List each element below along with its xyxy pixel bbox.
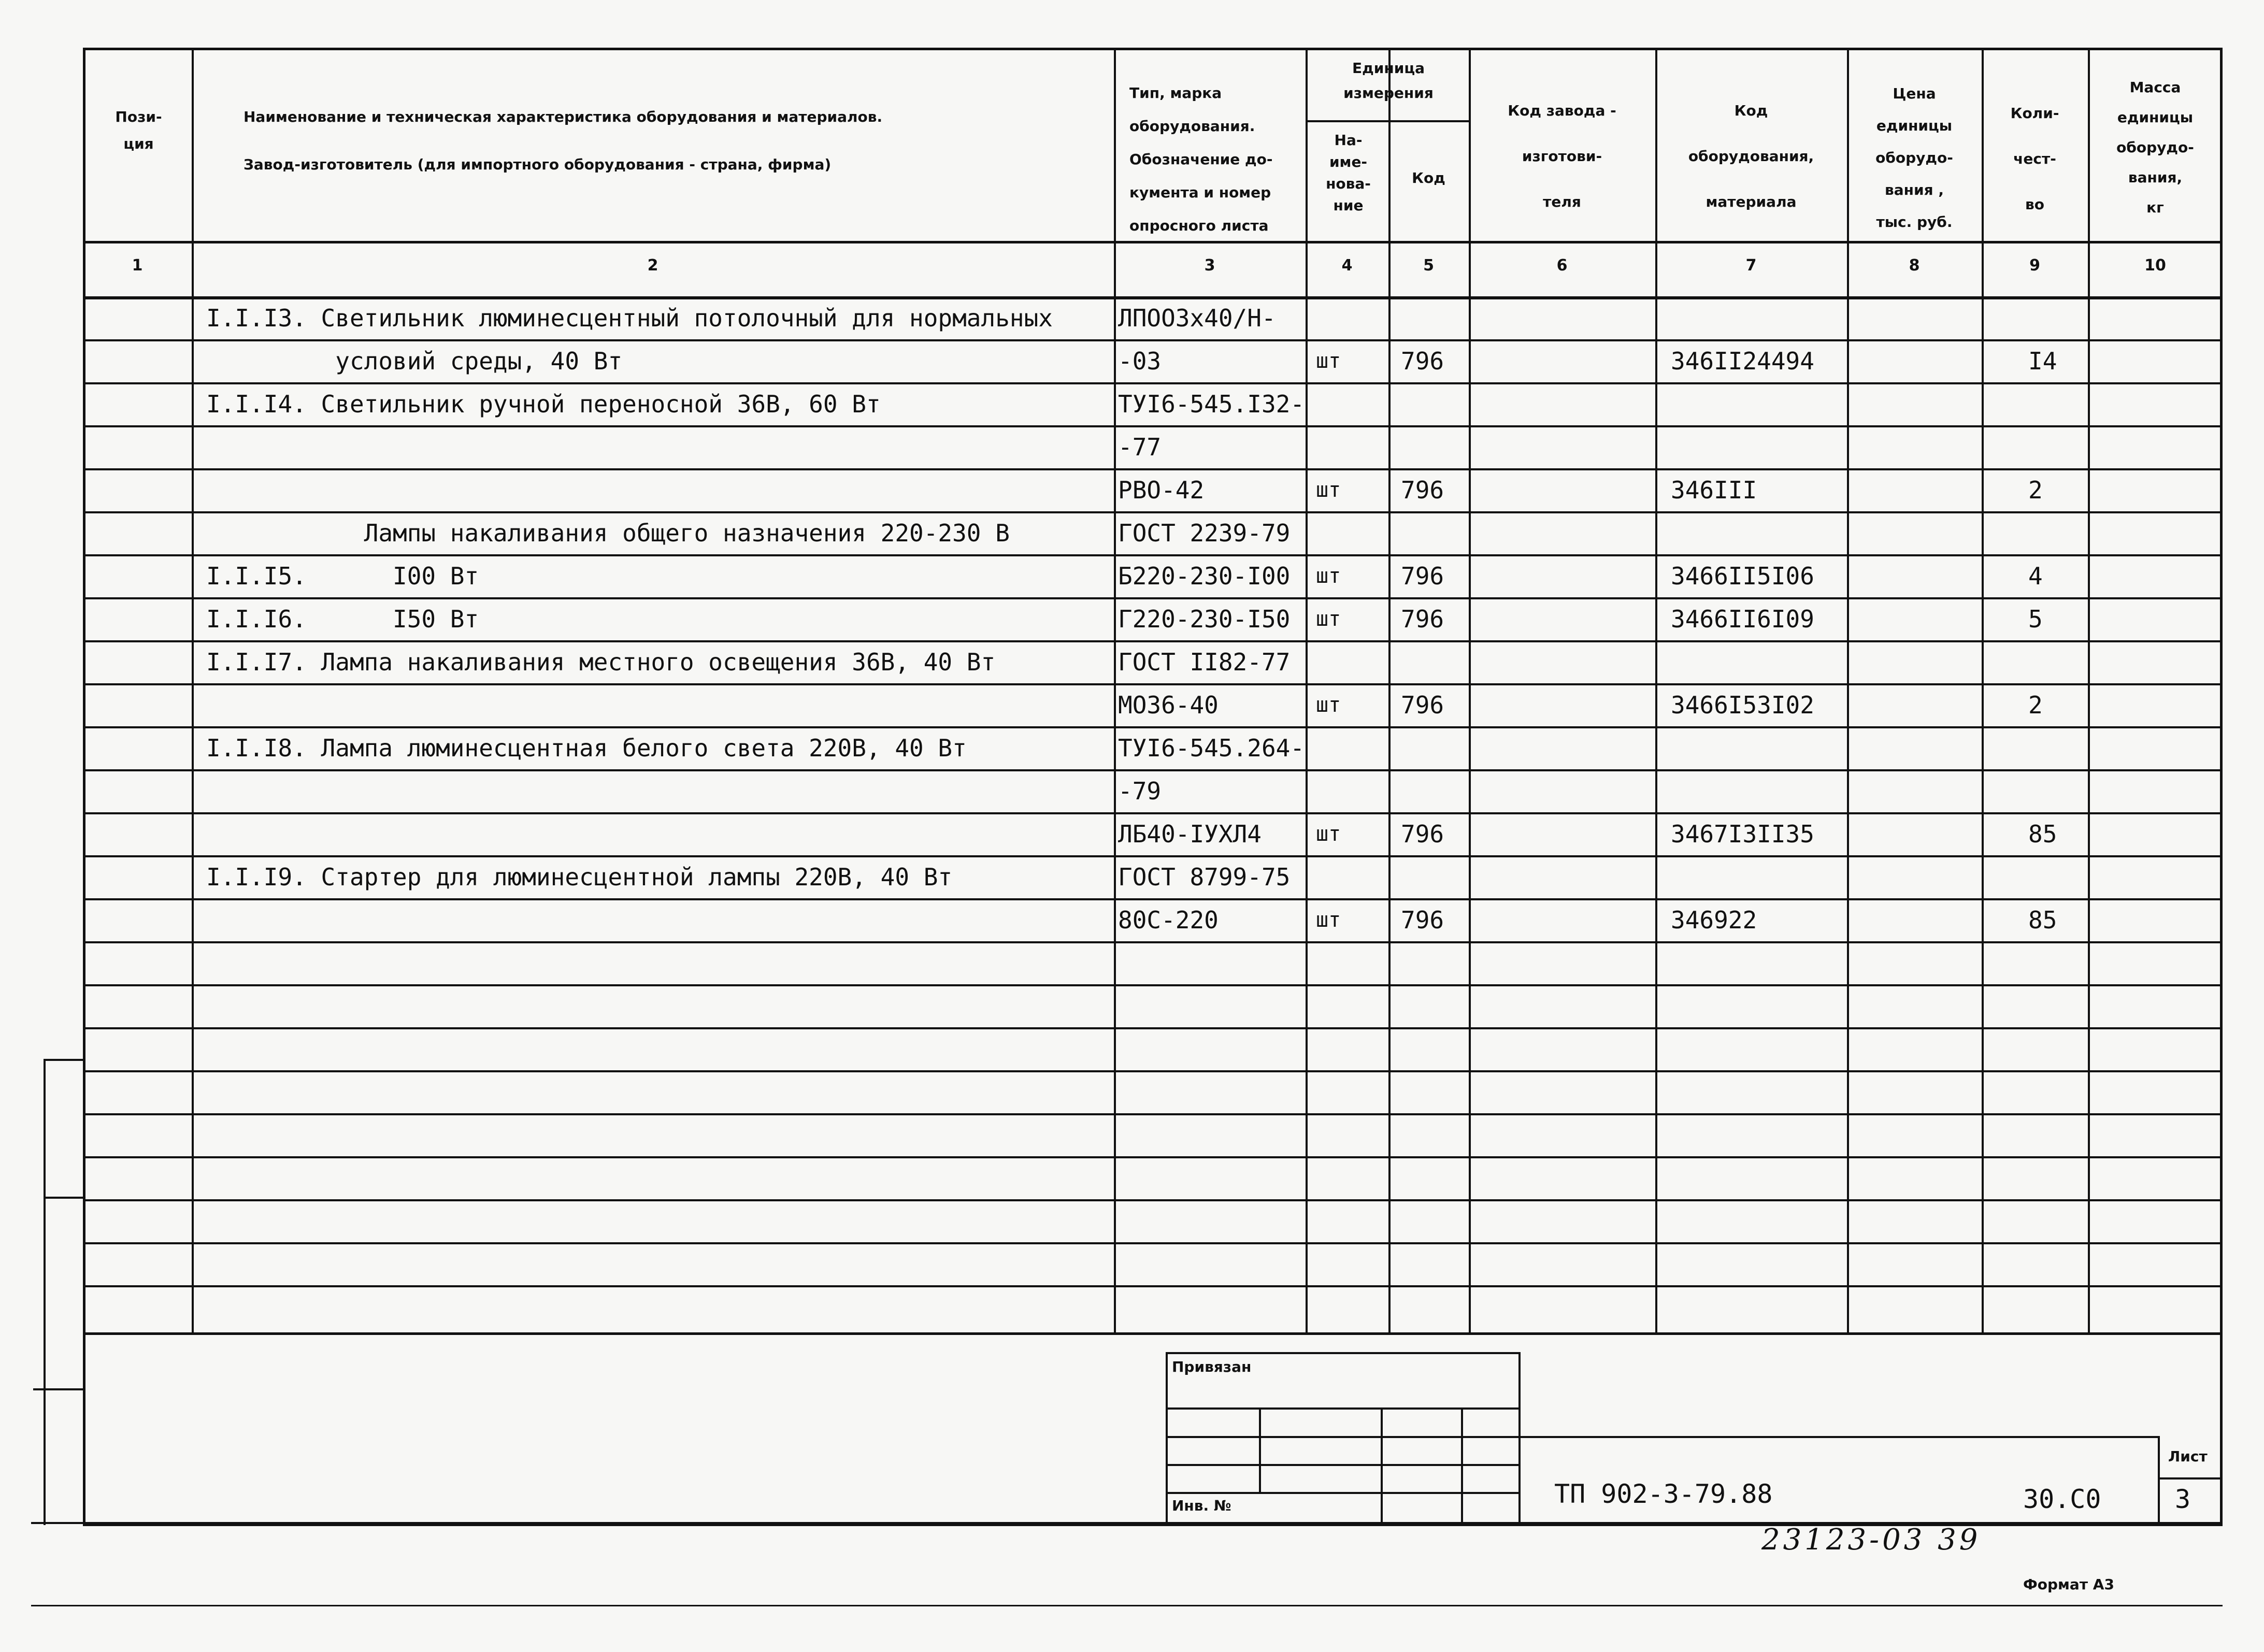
cell-unit-code: 796 <box>1401 906 1444 934</box>
binding-tick <box>44 1059 85 1061</box>
stamp-line <box>1461 1407 1463 1526</box>
cell-unit-code: 796 <box>1401 562 1444 590</box>
row-line <box>83 984 2223 986</box>
inv-label: Инв. № <box>1172 1497 1231 1514</box>
column-number: 8 <box>1909 256 1920 275</box>
row-line <box>83 554 2223 556</box>
doc-block-top <box>1521 1436 2158 1438</box>
header-col4: На- име- нова- ние <box>1326 132 1371 214</box>
cell-name: I.I.I7. Лампа накаливания местного освещения 36В, 40 Вт <box>206 648 996 676</box>
header-col1: Пози- ция <box>115 108 162 152</box>
row-line <box>83 1027 2223 1029</box>
cell-type: ТУI6-545.264- <box>1118 734 1305 762</box>
column-divider <box>1982 48 1984 1332</box>
cell-type: 80С-220 <box>1118 906 1219 934</box>
column-divider <box>1469 48 1471 1332</box>
colnum-bottom-line <box>83 296 2223 299</box>
cell-quantity: 4 <box>2028 562 2043 590</box>
cell-type: ГОСТ 8799-75 <box>1118 863 1291 891</box>
cell-name: условий среды, 40 Вт <box>206 347 623 375</box>
row-line <box>83 855 2223 857</box>
unit-subheader-line <box>1306 120 1469 122</box>
stamp-line <box>1259 1407 1261 1493</box>
header-col7: Код оборудования, материала <box>1688 102 1814 210</box>
binding-line <box>44 1059 46 1525</box>
row-line <box>83 597 2223 599</box>
sheet-label: Лист <box>2168 1448 2208 1465</box>
row-line <box>83 726 2223 728</box>
privyazan-label: Привязан <box>1172 1358 1252 1375</box>
cell-unit-code: 796 <box>1401 691 1444 719</box>
cell-material-code: 346922 <box>1671 906 1757 934</box>
column-number: 7 <box>1745 256 1757 275</box>
cell-type: ЛПОО3х40/Н- <box>1118 304 1276 332</box>
column-number: 5 <box>1423 256 1434 275</box>
table-body-bottom <box>83 1332 2223 1335</box>
cell-unit: шт <box>1316 349 1341 373</box>
row-line <box>83 425 2223 427</box>
column-number: 4 <box>1341 256 1353 275</box>
header-col2: Наименование и техническая характеристика оборудования и материалов. Завод-изготовитель (для импортного оборудования - страна, фирма) <box>243 108 883 173</box>
header-col6: Код завода - изготови- теля <box>1508 102 1616 210</box>
row-line <box>83 683 2223 685</box>
row-line <box>83 511 2223 513</box>
cell-unit-code: 796 <box>1401 476 1444 504</box>
cell-material-code: 3466II6I09 <box>1671 605 1814 633</box>
cell-quantity: 2 <box>2028 691 2043 719</box>
column-divider <box>1306 48 1308 1332</box>
cell-material-code: 346III <box>1671 476 1757 504</box>
row-line <box>83 468 2223 470</box>
cell-name: I.I.I4. Светильник ручной переносной 36В, 60 Вт <box>206 390 881 418</box>
header-col10: Масса единицы оборудо- вания, кг <box>2116 79 2194 216</box>
section-code: 30.C0 <box>2023 1484 2101 1514</box>
sheet-number: 3 <box>2175 1484 2191 1514</box>
row-line <box>83 941 2223 943</box>
stamp-line <box>1381 1407 1383 1526</box>
cell-type: ТУI6-545.I32- <box>1118 390 1305 418</box>
cell-material-code: 3466II5I06 <box>1671 562 1814 590</box>
row-line <box>83 898 2223 900</box>
header-unit-group: Единица измерения <box>1343 60 1434 102</box>
row-line <box>83 1199 2223 1201</box>
cell-type: РВО-42 <box>1118 476 1205 504</box>
doc-code: ТП 902-3-79.88 <box>1554 1479 1773 1509</box>
binding-tick <box>33 1388 85 1390</box>
stamp-line <box>1166 1464 1521 1466</box>
header-col9: Коли- чест- во <box>2010 105 2059 213</box>
cell-quantity: 85 <box>2028 820 2057 848</box>
cell-name: I.I.I3. Светильник люминесцентный потолочный для нормальных <box>206 304 1053 332</box>
column-number: 6 <box>1556 256 1568 275</box>
column-divider <box>2088 48 2090 1332</box>
cell-name: Лампы накаливания общего назначения 220-230 В <box>206 519 1010 547</box>
column-number: 9 <box>2029 256 2040 275</box>
page-bottom-rule <box>31 1605 2223 1606</box>
format-label: Формат А3 <box>2023 1576 2114 1593</box>
header-col5: Код <box>1412 169 1445 186</box>
column-divider <box>1114 48 1116 1332</box>
cell-unit: шт <box>1316 693 1341 717</box>
cell-unit: шт <box>1316 822 1341 846</box>
cell-unit: шт <box>1316 607 1341 631</box>
header-col8: Цена единицы оборудо- вания , тыс. руб. <box>1875 85 1953 231</box>
row-line <box>83 640 2223 642</box>
doc-block-divider <box>2158 1436 2160 1525</box>
row-line <box>83 1113 2223 1115</box>
column-divider <box>192 48 194 1332</box>
cell-quantity: I4 <box>2028 347 2057 375</box>
column-divider <box>1847 48 1849 1332</box>
cell-name: I.I.I8. Лампа люминесцентная белого света 220В, 40 Вт <box>206 734 967 762</box>
column-number: 3 <box>1204 256 1215 275</box>
row-line <box>83 1285 2223 1287</box>
binding-tick <box>44 1197 85 1199</box>
cell-type: -03 <box>1118 347 1162 375</box>
cell-type: МО36-40 <box>1118 691 1219 719</box>
cell-unit: шт <box>1316 478 1341 502</box>
handwritten-number: 23123-03 39 <box>1761 1523 1981 1557</box>
row-line <box>83 1156 2223 1158</box>
cell-name: I.I.I9. Стартер для люминесцентной лампы 220В, 40 Вт <box>206 863 953 891</box>
cell-unit: шт <box>1316 564 1341 588</box>
stamp-line <box>1166 1407 1521 1410</box>
cell-type: ЛБ40-IУХЛ4 <box>1118 820 1262 848</box>
cell-type: Б220-230-I00 <box>1118 562 1291 590</box>
column-number: 2 <box>647 256 658 275</box>
cell-type: -77 <box>1118 433 1162 461</box>
cell-quantity: 2 <box>2028 476 2043 504</box>
row-line <box>83 812 2223 814</box>
cell-unit-code: 796 <box>1401 605 1444 633</box>
column-number: 10 <box>2144 256 2166 275</box>
cell-quantity: 85 <box>2028 906 2057 934</box>
row-line <box>83 1242 2223 1244</box>
cell-type: -79 <box>1118 777 1162 805</box>
cell-type: ГОСТ II82-77 <box>1118 648 1291 676</box>
cell-type: ГОСТ 2239-79 <box>1118 519 1291 547</box>
cell-quantity: 5 <box>2028 605 2043 633</box>
cell-material-code: 3467I3II35 <box>1671 820 1814 848</box>
stamp-line <box>1166 1436 1521 1438</box>
cell-unit-code: 796 <box>1401 347 1444 375</box>
row-line <box>83 339 2223 341</box>
cell-unit-code: 796 <box>1401 820 1444 848</box>
column-number: 1 <box>132 256 143 275</box>
cell-material-code: 3466I53I02 <box>1671 691 1814 719</box>
stamp-line <box>1166 1492 1521 1494</box>
row-line <box>83 382 2223 384</box>
row-line <box>83 1070 2223 1072</box>
cell-name: I.I.I6. I50 Вт <box>206 605 479 633</box>
sheet-label-line <box>2158 1477 2223 1479</box>
cell-unit: шт <box>1316 908 1341 932</box>
column-divider <box>1388 48 1391 1332</box>
row-line <box>83 769 2223 771</box>
cell-material-code: 346II24494 <box>1671 347 1814 375</box>
column-divider <box>1655 48 1657 1332</box>
header-col3: Тип, марка оборудования. Обозначение до- кумента и номер опросного листа <box>1129 84 1273 234</box>
cell-name: I.I.I5. I00 Вт <box>206 562 479 590</box>
cell-type: Г220-230-I50 <box>1118 605 1291 633</box>
